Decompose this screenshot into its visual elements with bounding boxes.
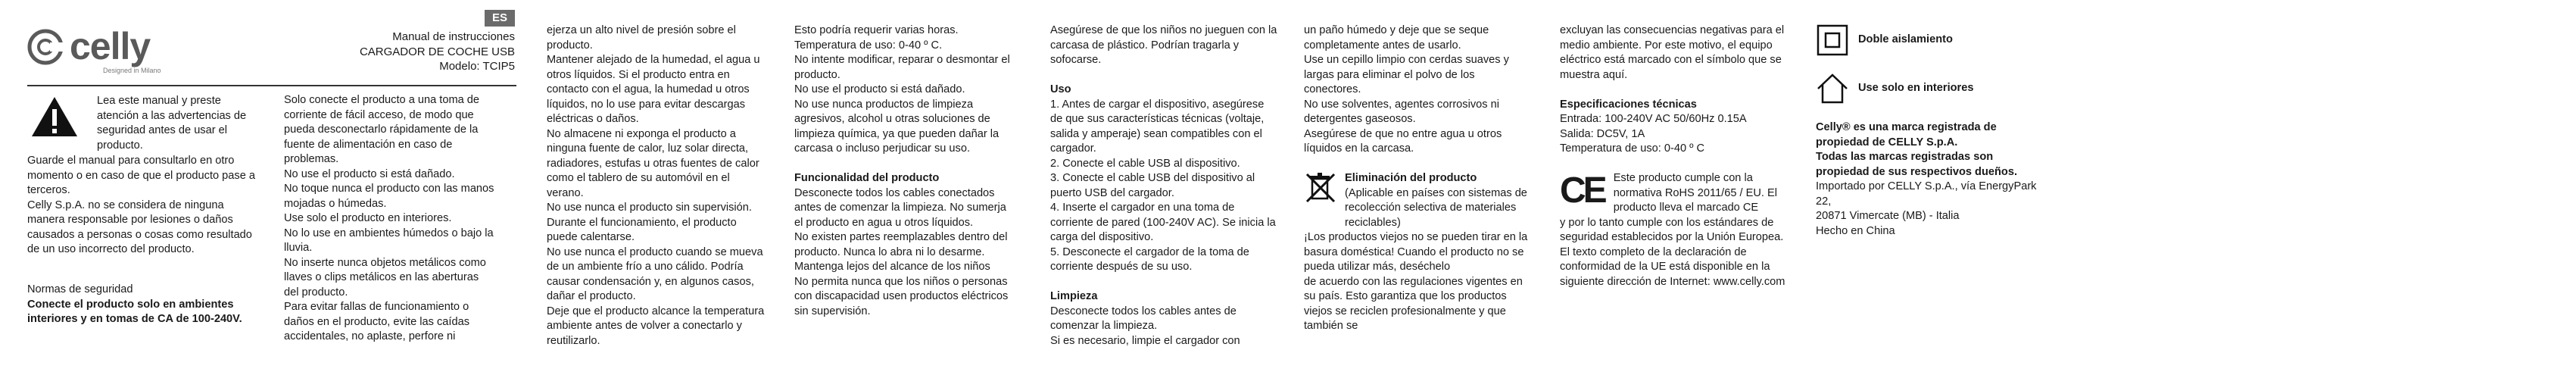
safety-norms-section	[27, 283, 254, 327]
brand-name: celly	[70, 25, 151, 67]
double-insulation-row	[1816, 23, 2043, 57]
column-5	[1050, 23, 1277, 349]
disposal-heading	[1345, 171, 1531, 230]
warning-text: Lea este manual y preste atención a las advertencias de seguridad antes de usar el producto.	[97, 95, 247, 152]
safety-instructions-text: Solo conecte el producto a una toma de corriente de fácil acceso, de modo que pueda desconectarlo rápidamente de la fuente de alimentación en caso de problemas. No use el producto si está dañado. No toque nunca el producto con las manos mojadas o húmedas. Use solo el producto en interiores. No lo use en ambientes húmedos o bajo la lluvia. No inserte nunca objetos metálicos como llaves o clips metálicos en las aberturas del producto. Para evitar fallas de funcionamiento o daños en el producto, evite las caídas accidentales, no aplaste, perfore ni	[284, 94, 494, 342]
safety-instructions-continued: ejerza un alto nivel de presión sobre el producto. Mantener alejado de la humedad, el agua u otros líquidos. Si el producto entra en contacto con el agua, la humedad u otros líquidos, no lo use para evitar descargas eléctricas o daños. No almacene ni exponga el producto a ninguna fuente de calor, luz solar directa, radiadores, estufas u otras fuentes de calor como el tablero de su automóvil en el verano. No use nunca el producto sin supervisión. Durante el funcionamiento, el producto puede calentarse. No use nunca el producto cuando se mueva de un ambiente frío a uno cálido. Podría causar condensación y, en algunos casos, dañar el producto. Deje que el producto alcance la temperatura ambiente antes de volver a conectarlo y reutilizarlo.	[547, 24, 765, 347]
cleaning-title: Limpieza	[1050, 290, 1098, 302]
importer-text: Importado por CELLY S.p.A., vía EnergyPark 22, 20871 Vimercate (MB) - Italia Hecho en China	[1816, 180, 2037, 237]
double-insulation-icon	[1816, 23, 1849, 57]
use-steps: 1. Antes de cargar el dispositivo, asegúrese de que sus características técnicas (voltaje, salida y amperaje) sean compatibles con el cargador. 2. Conecte el cable USB al dispositivo. 3. Conecte el cable USB del dispositivo al puerto USB del cargador. 4. Inserte el cargador en una toma de corriente de pared (100-240V AC). Se inicia la carga del dispositivo. 5. Desconecte el cargador de la toma de corriente después de su uso.	[1050, 98, 1276, 273]
ce-intro: Este producto cumple con la normativa RoHS 2011/65 / EU. El producto lleva el marcado CE	[1613, 172, 1777, 214]
language-badge: ES	[485, 10, 515, 27]
ce-text: y por lo tanto cumple con los estándares de seguridad establecidos por la Unión Europea. El texto completo de la declaración de conformidad de la UE está disponible en la siguiente dirección de Internet: www.celly.com	[1560, 216, 1785, 288]
usage-notes: Esto podría requerir varias horas. Temperatura de uso: 0-40 º C. No intente modificar, reparar o desmontar el producto. No use el producto si está dañado. No use nunca productos de limpieza agresivos, alcohol u otras soluciones de limpieza química, ya que pueden dañar la carcasa o incluso perjudicar su uso.	[794, 24, 1010, 155]
children-warning: Asegúrese de que los niños no jueguen con la carcasa de plástico. Podrían tragarla y sofocarse.	[1050, 24, 1277, 66]
column-8	[1816, 23, 2043, 239]
specs-title: Especificaciones técnicas	[1560, 98, 1697, 111]
trademark-text: Celly® es una marca registrada de propiedad de CELLY S.p.A. Todas las marcas registradas son propiedad de sus respectivos dueños.	[1816, 121, 2018, 178]
double-insulation-label: Doble aislamiento	[1858, 33, 1953, 46]
column-3	[547, 23, 766, 349]
celly-logo	[27, 24, 194, 77]
manual-notice: Guarde el manual para consultarlo en otro momento o en caso de que el producto pase a terceros. Celly S.p.A. no se considera de ninguna manera responsable por lesiones o daños causados a personas o cosas como resultado de un uso incorrecto del producto.	[27, 155, 255, 255]
disposal-intro: (Aplicable en países con sistemas de recolección selectiva de materiales reciclables)	[1345, 186, 1527, 229]
disposal-text: ¡Los productos viejos no se pueden tirar en la basura doméstica! Cuando el producto no se pueda utilizar más, deséchelo de acuerdo con las regulaciones vigentes en su país. Esto garantiza que los productos viejos se reciclen profesionalmente y que también se	[1304, 231, 1528, 332]
use-title: Uso	[1050, 83, 1071, 95]
ce-mark-icon: CE	[1560, 170, 1605, 211]
cleaning-continued: un paño húmedo y deje que se seque completamente antes de usarlo. Use un cepillo limpio con cerdas suaves y largas para eliminar el polvo de los conectores. No use solventes, agentes corrosivos ni detergentes gaseosos. Asegúrese de que no entre agua u otros líquidos en la carcasa.	[1304, 24, 1509, 155]
manual-header	[333, 30, 515, 74]
header-divider	[27, 85, 516, 86]
functionality-text: Desconecte todos los cables conectados antes de comenzar la limpieza. No sumerja el producto en agua u otros líquidos. No existen partes reemplazables dentro del producto. Nunca lo abra ni lo desarme. Mantenga lejos del alcance de los niños No permita nunca que los niños o personas con discapacidad usen productos eléctricos sin supervisión.	[794, 186, 1009, 317]
disposal-header	[1304, 171, 1531, 230]
crossed-bin-icon	[1304, 171, 1337, 205]
warning-icon	[30, 95, 79, 138]
house-icon	[1816, 72, 1849, 105]
column-2	[284, 93, 496, 345]
safety-norms-bold: Conecte el producto solo en ambientes interiores y en tomas de CA de 100-240V.	[27, 298, 242, 325]
column-4	[794, 23, 1010, 319]
column-7	[1560, 23, 1787, 289]
manual-title: Manual de instrucciones	[392, 30, 515, 43]
specs-text: Entrada: 100-240V AC 50/60Hz 0.15A Salida: DC5V, 1A Temperatura de uso: 0-40 º C	[1560, 113, 1747, 155]
disposal-title: Eliminación del producto	[1345, 172, 1477, 184]
cleaning-text: Desconecte todos los cables antes de comenzar la limpieza. Si es necesario, limpie el cargador con	[1050, 305, 1240, 347]
indoor-only-label: Use solo en interiores	[1858, 82, 1974, 95]
ce-header	[1560, 171, 1787, 216]
functionality-title: Funcionalidad del producto	[794, 172, 940, 184]
indoor-only-row	[1816, 72, 2043, 105]
brand-tagline: Designed in Milano	[103, 67, 161, 74]
disposal-continued: excluyan las consecuencias negativas para el medio ambiente. Por este motivo, el equipo eléctrico está marcado con el símbolo que se muestra aquí.	[1560, 24, 1785, 81]
product-title: CARGADOR DE COCHE USB	[359, 45, 515, 58]
model-number: Modelo: TCIP5	[439, 60, 515, 73]
safety-norms-title: Normas de seguridad	[27, 283, 133, 295]
celly-logo-icon	[27, 29, 64, 65]
column-6	[1304, 23, 1531, 334]
